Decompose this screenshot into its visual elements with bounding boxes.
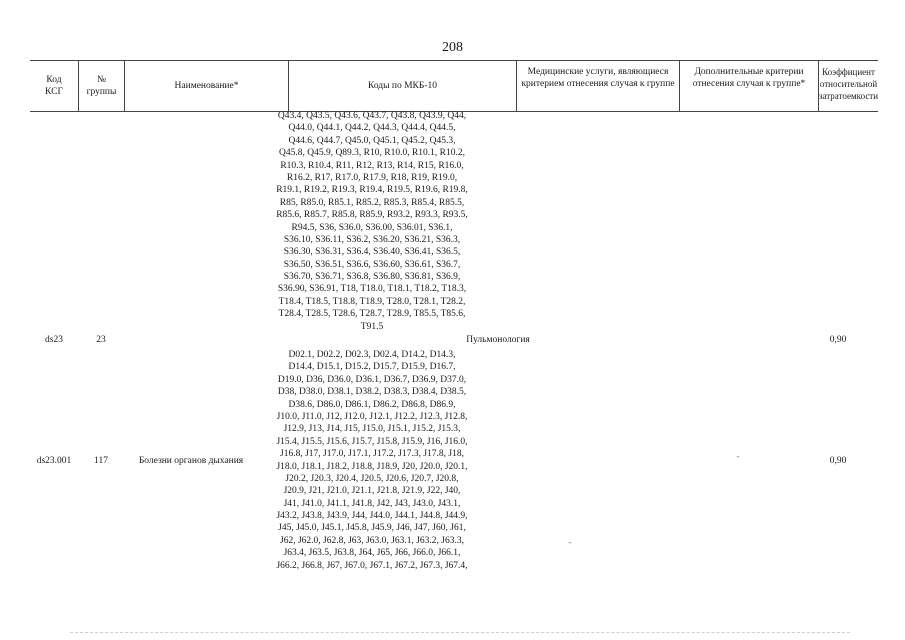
code-line: T91.5: [360, 321, 384, 332]
section-coefficient: 0,90: [829, 335, 847, 345]
code-line: Q45.8, Q45.9, Q89.3, R10, R10.0, R10.1, R10.2,: [278, 148, 466, 159]
table-header: [30, 60, 878, 112]
header-coefficient: [818, 61, 878, 111]
code-line: S36.30, S36.31, S36.4, S36.40, S36.41, S36.5,: [283, 247, 461, 258]
header-additional-criteria-text: Дополнительные критерии отнесения случая к группе*: [692, 67, 806, 89]
code-line: J45, J45.0, J45.1, J45.8, J45.9, J46, J47, J60, J61,: [278, 523, 466, 534]
code-line: J63.4, J63.5, J63.8, J64, J65, J66, J66.0, J66.1,: [283, 548, 461, 559]
code-line: D14.4, D15.1, D15.2, D15.7, D15.9, D16.7,: [288, 362, 456, 373]
code-line: T28.4, T28.5, T28.6, T28.7, T28.9, T85.5, T85.6,: [278, 309, 466, 320]
row-icd-codes: [258, 349, 486, 572]
row-ksg-code: ds23.001: [36, 456, 72, 466]
code-line: Q44.0, Q44.1, Q44.2, Q44.3, Q44.4, Q44.5,: [288, 123, 456, 134]
code-line: R94.5, S36, S36.0, S36.00, S36.01, S36.1,: [291, 222, 453, 233]
row-additional-criteria: -: [736, 452, 740, 462]
section-code: ds23: [45, 335, 63, 345]
header-ksg-code-text: Код КСГ: [45, 75, 63, 97]
code-line: R10.3, R10.4, R11, R12, R13, R14, R15, R16.0,: [280, 160, 464, 171]
row-coefficient: 0,90: [829, 456, 847, 466]
scan-artifact-line: [70, 632, 850, 633]
row-medical-services: -: [568, 538, 572, 548]
code-line: J15.4, J15.5, J15.6, J15.7, J15.8, J15.9, J16, J16.0,: [276, 436, 468, 447]
code-line: J16.8, J17, J17.0, J17.1, J17.2, J17.3, J17.8, J18,: [280, 449, 464, 460]
code-line: J43.2, J43.8, J43.9, J44, J44.0, J44.1, J44.8, J44.9,: [276, 511, 468, 522]
code-line: J62, J62.0, J62.8, J63, J63.0, J63.1, J63.2, J63.3,: [280, 535, 464, 546]
code-line: Q44.6, Q44.7, Q45.0, Q45.1, Q45.2, Q45.3,: [288, 135, 456, 146]
code-line: J10.0, J11.0, J12, J12.0, J12.1, J12.2, J12.3, J12.8,: [276, 411, 468, 422]
code-line: S36.50, S36.51, S36.6, S36.60, S36.61, S36.7,: [283, 259, 461, 270]
code-line: J12.9, J13, J14, J15, J15.0, J15.1, J15.2, J15.3,: [283, 424, 461, 435]
code-line: D38, D38.0, D38.1, D38.2, D38.3, D38.4, D38.5,: [277, 387, 467, 398]
code-line: R16.2, R17, R17.0, R17.9, R18, R19, R19.0,: [286, 172, 458, 183]
header-icd-codes-text: Коды по МКБ-10: [367, 81, 438, 91]
header-ksg-code: [30, 61, 78, 111]
header-icd-codes: [288, 61, 516, 111]
code-line: S36.10, S36.11, S36.2, S36.20, S36.21, S36.3,: [283, 234, 461, 245]
header-additional-criteria: [679, 61, 818, 111]
section-title: Пульмонология: [466, 335, 530, 345]
code-line: D02.1, D02.2, D02.3, D02.4, D14.2, D14.3,: [288, 350, 456, 360]
row-group-number: 117: [94, 456, 108, 466]
header-group-number-text: № группы: [86, 75, 117, 97]
header-medical-services: [516, 61, 679, 111]
header-coefficient-text: Коэффициент относительной затратоемкости: [818, 67, 879, 101]
code-line: D38.6, D86.0, D86.1, D86.2, D86.8, D86.9,: [288, 399, 456, 410]
code-line: R85, R85.0, R85.1, R85.2, R85.3, R85.4, R85.5,: [279, 197, 465, 208]
code-line: S36.70, S36.71, S36.8, S36.80, S36.81, S36.9,: [283, 272, 461, 283]
code-line: J18.0, J18.1, J18.2, J18.8, J18.9, J20, J20.0, J20.1,: [276, 461, 468, 472]
header-group-number: [78, 61, 124, 111]
code-line: S36.90, S36.91, T18, T18.0, T18.1, T18.2, T18.3,: [277, 284, 467, 295]
code-line: D19.0, D36, D36.0, D36.1, D36.7, D36.9, D37.0,: [277, 374, 467, 385]
code-line: R85.6, R85.7, R85.8, R85.9, R93.2, R93.3, R93.5,: [276, 210, 468, 221]
continued-icd-codes: [258, 110, 486, 333]
code-line: R19.1, R19.2, R19.3, R19.4, R19.5, R19.6, R19.8,: [276, 185, 468, 196]
section-number: 23: [96, 335, 106, 345]
row-name: Болезни органов дыхания: [138, 456, 244, 466]
header-medical-services-text: Медицинские услуги, являющиеся критерием отнесения случая к группе: [521, 67, 675, 89]
code-line: Q43.4, Q43.5, Q43.6, Q43.7, Q43.8, Q43.9, Q44,: [277, 111, 467, 121]
header-name-text: Наименование*: [174, 81, 239, 91]
code-line: J66.2, J66.8, J67, J67.0, J67.1, J67.2, J67.3, J67.4,: [276, 560, 468, 571]
code-line: T18.4, T18.5, T18.8, T18.9, T28.0, T28.1, T28.2,: [278, 296, 466, 307]
code-line: J41, J41.0, J41.1, J41.8, J42, J43, J43.0, J43.1,: [283, 498, 461, 509]
page-number: 208: [442, 40, 463, 55]
code-line: J20.2, J20.3, J20.4, J20.5, J20.6, J20.7, J20.8,: [285, 473, 459, 484]
header-name: [124, 61, 288, 111]
code-line: J20.9, J21, J21.0, J21.1, J21.8, J21.9, J22, J40,: [283, 486, 461, 497]
